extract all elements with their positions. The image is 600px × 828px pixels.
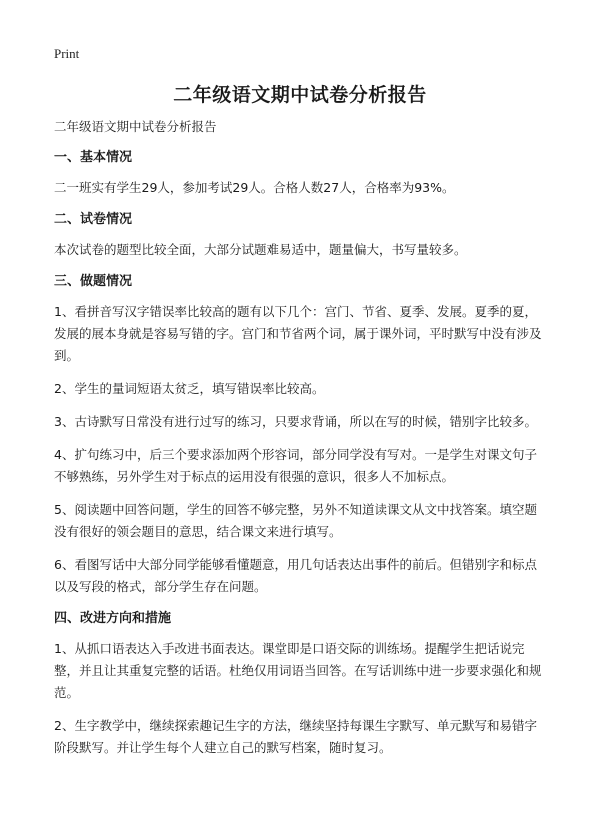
paragraph: 2、生字教学中，继续探索趣记生字的方法，继续坚持每课生字默写、单元默写和易错字阶段默写。并让学生每个人建立自己的默写档案，随时复习。: [54, 718, 537, 755]
document-title: 二年级语文期中试卷分析报告: [173, 84, 427, 106]
paragraph: 5、阅读题中回答问题，学生的回答不够完整，另外不知道读课文从文中找答案。填空题没有很好的领会题目的意思，结合课文来进行填写。: [54, 502, 537, 539]
section-heading: 一、基本情况: [54, 150, 133, 165]
document-body: [54, 116, 548, 770]
print-link[interactable]: Print: [54, 46, 80, 61]
paragraph: 4、扩句练习中，后三个要求添加两个形容词，部分同学没有写对。一是学生对课文句子不够熟练，另外学生对于标点的运用没有很强的意识，很多人不加标点。: [54, 447, 537, 484]
section-heading: 二、试卷情况: [54, 212, 133, 227]
paragraph: 二一班实有学生29人，参加考试29人。合格人数27人，合格率为93%。: [54, 180, 455, 195]
paragraph: 6、看图写话中大部分同学能够看懂题意，用几句话表达出事件的前后。但错别字和标点以及写段的格式，部分学生存在问题。: [54, 557, 537, 594]
paragraph: 1、看拼音写汉字错误率比较高的题有以下几个：宫门、节省、夏季、发展。夏季的夏，发展的展本身就是容易写错的字。宫门和节省两个词，属于课外词，平时默写中没有涉及到。: [54, 304, 542, 363]
paragraph: 2、学生的量词短语太贫乏，填写错误率比较高。: [54, 381, 325, 396]
document-subtitle: 二年级语文期中试卷分析报告: [54, 119, 217, 134]
paragraph: 1、从抓口语表达入手改进书面表达。课堂即是口语交际的训练场。提醒学生把话说完整，并且让其重复完整的话语。杜绝仅用词语当回答。在写话训练中进一步要求强化和规范。: [54, 641, 542, 700]
paragraph: 3、古诗默写日常没有进行过写的练习，只要求背诵，所以在写的时候，错别字比较多。: [54, 414, 537, 429]
paragraph: 本次试卷的题型比较全面，大部分试题难易适中，题量偏大，书写量较多。: [54, 242, 467, 257]
section-heading: 三、做题情况: [54, 274, 133, 289]
section-heading: 四、改进方向和措施: [54, 611, 172, 626]
